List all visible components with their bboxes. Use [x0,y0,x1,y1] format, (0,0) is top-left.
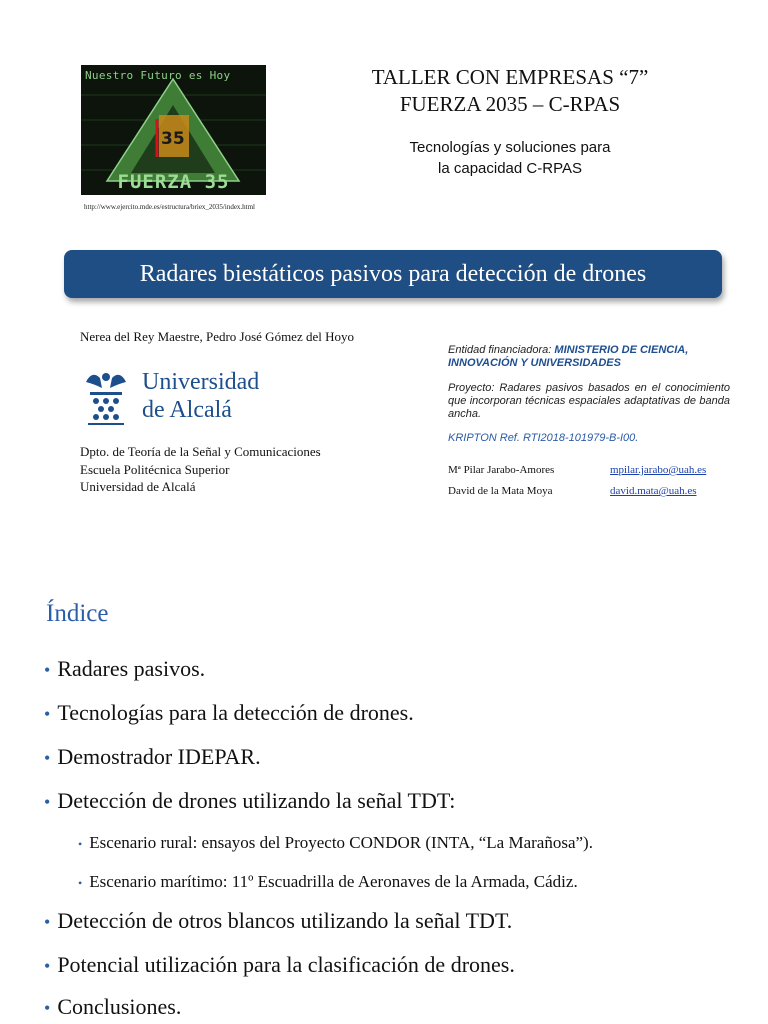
university-name [142,368,259,424]
funding-entity-name: MINISTERIO DE CIENCIA, INNOVACIÓN Y UNIVERSIDADES [448,344,689,369]
bullet-icon: • [44,912,51,932]
presentation-title-banner: Radares biestáticos pasivos para detección de drones [64,250,722,298]
funding-entity [448,344,730,370]
contact-email-link[interactable]: mpilar.jarabo@uah.es [610,464,707,476]
department-line-3: Universidad de Alcalá [80,479,196,494]
subtitle-line-2: la capacidad C-RPAS [438,160,582,177]
list-item-text: Escenario marítimo: 11º Escuadrilla de Aeronaves de la Armada, Cádiz. [89,872,578,891]
title-line-1: TALLER CON EMPRESAS “7” [371,65,649,89]
list-item-text: Detección de drones utilizando la señal TDT: [57,788,456,813]
department-info [80,443,321,496]
logo-number: 35 [161,129,185,149]
bullet-icon: • [44,704,51,724]
sub-list-item [78,833,593,853]
list-item-text: Conclusiones. [57,994,182,1019]
list-item [44,952,515,978]
list-item [44,700,414,726]
list-item-text: Radares pasivos. [57,656,206,681]
bullet-icon: • [78,876,83,890]
subtitle-line-1: Tecnologías y soluciones para [409,139,611,156]
page-subtitle [330,137,690,179]
bullet-icon: • [44,956,51,976]
list-item-text: Demostrador IDEPAR. [57,744,261,769]
list-item [44,788,455,814]
contact-email-link[interactable]: david.mata@uah.es [610,485,697,497]
list-item [44,656,205,682]
bullet-icon: • [44,998,51,1018]
university-name-line-2: de Alcalá [142,397,232,423]
list-item-text: Tecnologías para la detección de drones. [57,700,414,725]
university-name-line-1: Universidad [142,369,260,395]
contact-name: David de la Mata Moya [448,485,553,497]
list-item-text: Potencial utilización para la clasificación de drones. [57,952,515,977]
university-logo [80,366,280,430]
department-line-1: Dpto. de Teoría de la Señal y Comunicaciones [80,444,321,459]
department-line-2: Escuela Politécnica Superior [80,461,230,477]
list-item [44,908,512,934]
bullet-icon: • [44,660,51,680]
bullet-icon: • [44,792,51,812]
funding-label: Entidad financiadora: [448,344,555,356]
list-item-text: Escenario rural: ensayos del Proyecto CONDOR (INTA, “La Marañosa”). [89,833,593,852]
logo-wordmark: FUERZA 35 [117,171,230,193]
logo-slogan: Nuestro Futuro es Hoy [85,69,231,82]
bullet-icon: • [44,748,51,768]
sub-list-item [78,872,578,892]
university-crest-icon [80,368,132,426]
bullet-icon: • [78,837,83,851]
list-item [44,994,181,1020]
list-item [44,744,261,770]
project-reference: KRIPTON Ref. RTI2018-101979-B-I00. [448,432,639,444]
index-title: Índice [46,600,109,627]
contact-name: Mª Pilar Jarabo-Amores [448,464,555,476]
authors: Nerea del Rey Maestre, Pedro José Gómez del Hoyo [80,329,354,344]
title-line-2: FUERZA 2035 – C-RPAS [399,92,621,116]
logo-url[interactable]: http://www.ejercito.mde.es/estructura/briex_2035/index.html [84,203,256,211]
project-description: Proyecto: Radares pasivos basados en el conocimiento que incorporan técnicas espaciales adaptativas de banda ancha. [448,382,730,420]
page-title [300,64,720,118]
fuerza-35-logo [81,65,266,195]
list-item-text: Detección de otros blancos utilizando la señal TDT. [57,908,513,933]
